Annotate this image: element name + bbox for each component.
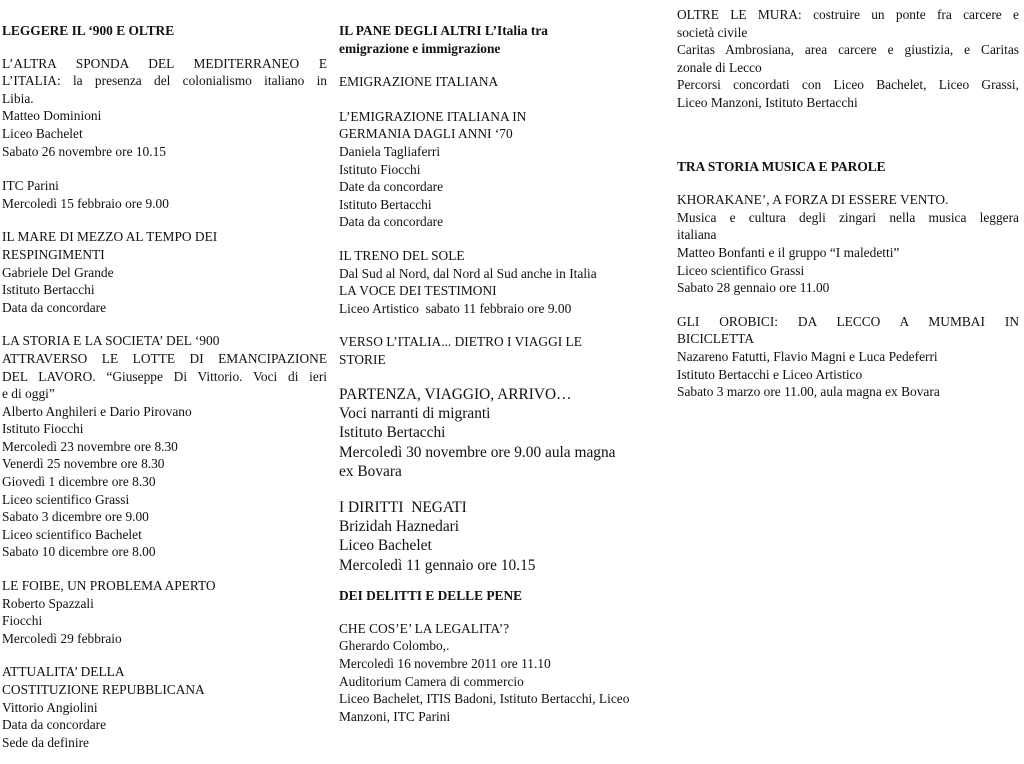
event-description: LA VOCE DEI TESTIMONI: [339, 283, 497, 299]
event-title: GLI OROBICI: DA LECCO A MUMBAI IN: [677, 313, 1019, 329]
event-venue: Sede da definire: [2, 734, 89, 750]
event-verso-italia: [339, 333, 679, 368]
event-date: Sabato 3 marzo ore 11.00, aula magna ex Bovara: [677, 384, 940, 400]
event-title: GERMANIA DAGLI ANNI ‘70: [339, 126, 513, 142]
event-khorakane: [677, 191, 1019, 297]
event-description: Musica e cultura degli zingari nella musica leggera: [677, 209, 1019, 225]
event-date: Sabato 3 dicembre ore 9.00: [2, 509, 149, 525]
event-venue: Istituto Bertacchi: [2, 282, 95, 298]
event-date: Date da concordare: [339, 179, 444, 195]
event-treno-del-sole: [339, 247, 679, 317]
event-description: Dal Sud al Nord, dal Nord al Sud anche in Italia: [339, 265, 597, 281]
event-date: Mercoledì 30 novembre ore 9.00 aula magna: [339, 443, 616, 461]
event-title: STORIE: [339, 351, 386, 367]
event-venue: Istituto Fiocchi: [2, 421, 84, 437]
section-delitti-pene: [339, 587, 679, 725]
event-description: Caritas Ambrosiana, area carcere e giustizia, e Caritas: [677, 42, 1019, 58]
event-date: Data da concordare: [339, 214, 444, 230]
event-date: Sabato 28 gennaio ore 11.00: [677, 280, 830, 296]
event-title: LE FOIBE, UN PROBLEMA APERTO: [2, 578, 216, 594]
event-title: BICICLETTA: [677, 331, 755, 347]
event-venue: Liceo Bachelet: [2, 125, 83, 141]
event-title: COSTITUZIONE REPUBBLICANA: [2, 682, 205, 697]
event-speaker: Vittorio Angiolini: [2, 699, 98, 715]
event-description: italiana: [677, 227, 717, 243]
event-speaker: Roberto Spazzali: [2, 595, 94, 611]
event-speaker: Gherardo Colombo,.: [339, 638, 450, 654]
event-description: zonale di Lecco: [677, 59, 762, 75]
event-title: I DIRITTI NEGATI: [339, 498, 467, 516]
event-title: VERSO L’ITALIA... DIETRO I VIAGGI LE: [339, 334, 582, 350]
event-venue: ITC Parini: [2, 178, 59, 194]
event-speaker: Alberto Anghileri e Dario Pirovano: [2, 403, 192, 419]
event-date: Sabato 26 novembre ore 10.15: [2, 143, 166, 159]
event-title: società civile: [677, 24, 748, 40]
event-venue: Istituto Fiocchi: [339, 161, 421, 177]
event-date: Sabato 10 dicembre ore 8.00: [2, 544, 156, 560]
section-heading: DEI DELITTI E DELLE PENE: [339, 588, 523, 604]
event-date: Data da concordare: [2, 717, 107, 733]
event-orobici: [677, 313, 1019, 401]
event-foibe: [2, 577, 327, 647]
event-date: Mercoledì 23 novembre ore 8.30: [2, 438, 178, 454]
event-description: Voci narranti di migranti: [339, 404, 491, 422]
column-leggere-il-900: [2, 0, 327, 751]
event-title: PARTENZA, VIAGGIO, ARRIVO…: [339, 385, 572, 403]
column-storia-musica: [677, 0, 1019, 401]
event-speaker: Nazareno Fatutti, Flavio Magni e Luca Pedeferri: [677, 348, 938, 364]
event-altra-sponda: [2, 55, 327, 213]
event-date: Mercoledì 16 novembre 2011 ore 11.10: [339, 655, 551, 671]
event-date: Mercoledì 11 gennaio ore 10.15: [339, 556, 536, 574]
event-speaker: Gabriele Del Grande: [2, 264, 114, 280]
event-title: RESPINGIMENTI: [2, 246, 105, 262]
event-title: L’ITALIA: la presenza del colonialismo italiano in: [2, 73, 327, 89]
event-oltre-le-mura: [677, 6, 1019, 112]
event-date: Data da concordare: [2, 299, 107, 315]
event-mare-di-mezzo: [2, 228, 327, 316]
event-title: L’ALTRA SPONDA DEL MEDITERRANEO E: [2, 55, 327, 71]
event-date: Mercoledì 15 febbraio ore 9.00: [2, 195, 169, 211]
event-speaker: Brizidah Haznedari: [339, 517, 460, 535]
event-title: IL TRENO DEL SOLE: [339, 247, 465, 263]
event-venue: Liceo Bachelet, ITIS Badoni, Istituto Bertacchi, Liceo: [339, 691, 630, 707]
event-description: Percorsi concordati con Liceo Bachelet, Liceo Grassi,: [677, 77, 1019, 93]
column-pane-degli-altri: [339, 0, 679, 725]
event-venue: Auditorium Camera di commercio: [339, 673, 524, 689]
section-heading: IL PANE DEGLI ALTRI L’Italia tra: [339, 23, 548, 38]
event-speaker: Daniela Tagliaferri: [339, 143, 441, 159]
event-venue: Fiocchi: [2, 613, 43, 629]
event-title: IL MARE DI MEZZO AL TEMPO DEI: [2, 229, 218, 245]
event-emigrazione-germania: [339, 108, 679, 231]
event-storia-societa: [2, 332, 327, 561]
event-venue: Liceo Bachelet: [339, 537, 432, 555]
section-heading: LEGGERE IL ‘900 E OLTRE: [2, 23, 175, 38]
event-title: KHORAKANE’, A FORZA DI ESSERE VENTO.: [677, 192, 949, 208]
event-title: ATTRAVERSO LE LOTTE DI EMANCIPAZIONE: [2, 350, 327, 366]
event-description: Liceo Manzoni, Istituto Bertacchi: [677, 94, 858, 110]
event-title: DEL LAVORO. “Giuseppe Di Vittorio. Voci di ieri: [2, 368, 327, 384]
event-venue: Liceo scientifico Grassi: [2, 491, 130, 507]
event-speaker: Matteo Dominioni: [2, 108, 102, 124]
event-speaker: Matteo Bonfanti e il gruppo “I maledetti”: [677, 244, 900, 260]
section-heading: TRA STORIA MUSICA E PAROLE: [677, 158, 886, 174]
event-venue: Istituto Bertacchi: [339, 424, 446, 442]
event-date: Mercoledì 29 febbraio: [2, 630, 122, 646]
section-subheading: EMIGRAZIONE ITALIANA: [339, 74, 499, 90]
event-venue: ex Bovara: [339, 463, 402, 481]
event-date: Liceo Artistico sabato 11 febbraio ore 9.00: [339, 300, 572, 316]
event-venue: Istituto Bertacchi: [339, 196, 432, 212]
section-heading: emigrazione e immigrazione: [339, 40, 501, 56]
event-date: Giovedì 1 dicembre ore 8.30: [2, 474, 156, 490]
event-partenza-viaggio: [339, 385, 679, 482]
event-title: ATTUALITA’ DELLA: [2, 664, 125, 680]
event-title: L’EMIGRAZIONE ITALIANA IN: [339, 108, 527, 124]
event-venue: Manzoni, ITC Parini: [339, 708, 451, 724]
event-title: Libia.: [2, 90, 34, 106]
event-venue: Liceo scientifico Grassi: [677, 262, 805, 278]
event-costituzione: [2, 663, 327, 751]
event-venue: Liceo scientifico Bachelet: [2, 526, 142, 542]
event-title: OLTRE LE MURA: costruire un ponte fra carcere e: [677, 7, 1019, 22]
event-title: CHE COS’E’ LA LEGALITA’?: [339, 620, 510, 636]
event-title: e di oggi”: [2, 386, 55, 402]
event-diritti-negati: [339, 498, 679, 576]
event-date: Venerdì 25 novembre ore 8.30: [2, 456, 165, 472]
event-venue: Istituto Bertacchi e Liceo Artistico: [677, 366, 863, 382]
event-title: LA STORIA E LA SOCIETA’ DEL ‘900: [2, 333, 220, 349]
